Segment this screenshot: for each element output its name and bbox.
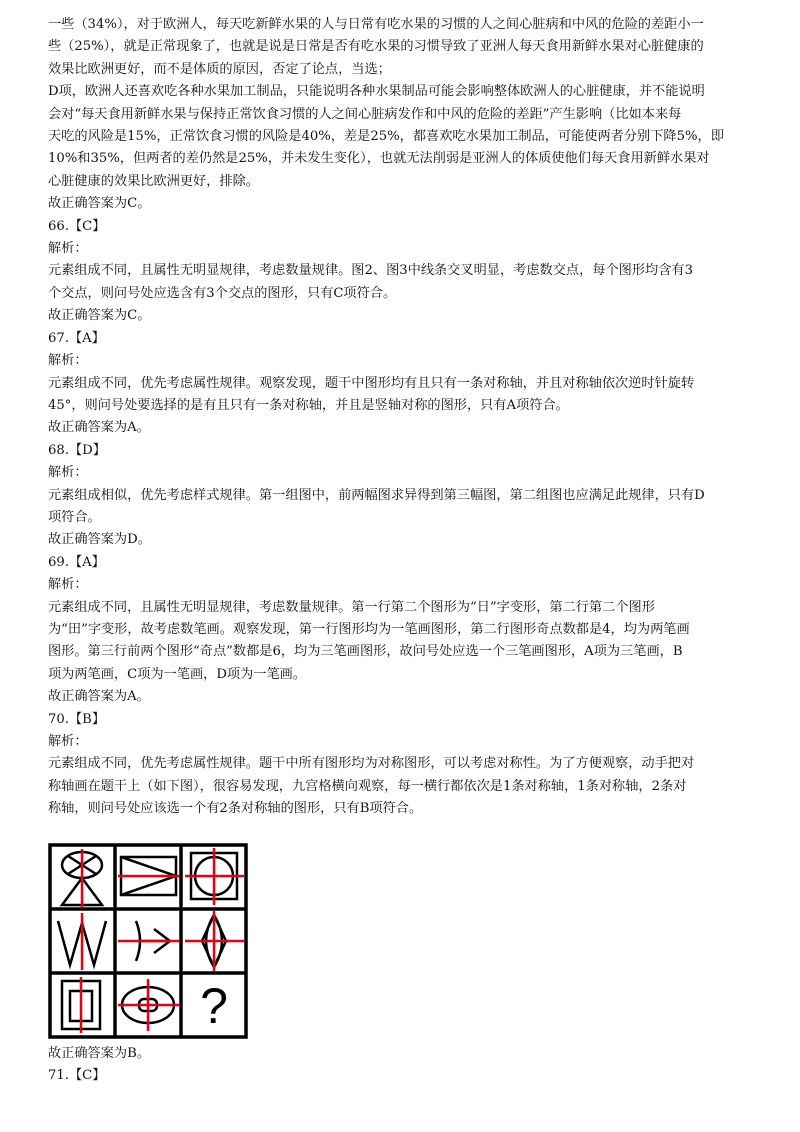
text-line: 解析： [48, 465, 88, 481]
answer-explanations-text [48, 14, 760, 821]
text-line: 45°，则问号处要选择的是有且只有一条对称轴，并且是竖轴对称的图形，只有A项符合。 [48, 397, 569, 413]
text-line: 为“田”字变形，故考虑数笔画。观察发现，第一行图形均为一笔画图形，第二行图形奇点数都是4，均为两笔画 [48, 621, 690, 637]
text-line: 项符合。 [48, 509, 101, 525]
text-line: 解析： [48, 241, 88, 257]
text-line: 称轴，则问号处应该选一个有2条对称轴的图形，只有B项符合。 [48, 801, 423, 817]
answer-explanations-text-continued [48, 1043, 760, 1088]
text-line: 70.【B】 [48, 711, 106, 727]
text-line: 元素组成相似，优先考虑样式规律。第一组图中，前两幅图求异得到第三幅图，第二组图也应满足此规律，只有D [48, 487, 705, 503]
text-line: 心脏健康的效果比欧洲更好，排除。 [48, 173, 259, 189]
text-line: 故正确答案为C。 [48, 196, 151, 212]
text-line: 故正确答案为A。 [48, 689, 150, 705]
text-line: 一些（34%），对于欧洲人，每天吃新鲜水果的人与日常有吃水果的习惯的人之间心脏病和中风的危险的差距小一 [48, 17, 704, 32]
text-line: 68.【D】 [48, 442, 106, 458]
symmetry-axis-figure [48, 843, 760, 1039]
text-line: 10%和35%，但两者的差仍然是25%，并未发生变化），也就无法削弱是亚洲人的体质使他们每天食用新鲜水果对 [48, 151, 710, 167]
text-line: 元素组成不同，且属性无明显规律，考虑数量规律。第一行第二个图形为“日”字变形，第二行第二个图形 [48, 599, 655, 615]
text-line: 称轴画在题干上（如下图），很容易发现，九宫格横向观察，每一横行都依次是1条对称轴，1条对称轴，2条对 [48, 778, 687, 794]
text-line: 个交点，则问号处应选含有3个交点的图形，只有C项符合。 [48, 285, 397, 301]
text-line: 图形。第三行前两个图形“奇点”数都是6，均为三笔画图形，故问号处应选一个三笔画图形，A项为三笔画，B [48, 644, 683, 660]
text-line: 故正确答案为A。 [48, 420, 150, 436]
text-line: 67.【A】 [48, 330, 105, 346]
text-line: 效果比欧洲更好，而不是体质的原因，否定了论点，当选； [48, 61, 391, 77]
text-line: 66.【C】 [48, 218, 106, 234]
text-line: 元素组成不同，优先考虑属性规律。题干中所有图形均为对称图形，可以考虑对称性。为了方便观察，动手把对 [48, 756, 695, 772]
text-line: 解析： [48, 734, 88, 749]
question-mark-cell: ? [200, 977, 228, 1034]
document-page [48, 14, 760, 1087]
text-line: 71.【C】 [48, 1068, 106, 1084]
text-line: 会对“每天食用新鲜水果与保持正常饮食习惯的人之间心脏病发作和中风的危险的差距”产生影响（比如本来每 [48, 106, 682, 122]
text-line: 元素组成不同，且属性无明显规律，考虑数量规律。图2、图3中线条交叉明显，考虑数交点，每个图形均含有3 [48, 263, 693, 279]
text-line: 些（25%），就是正常现象了，也就是说是日常是否有吃水果的习惯导致了亚洲人每天食用新鲜水果对心脏健康的 [48, 39, 704, 55]
text-line: 故正确答案为B。 [48, 1045, 151, 1061]
text-line: 故正确答案为D。 [48, 532, 151, 548]
text-line: 元素组成不同，优先考虑属性规律。观察发现，题干中图形均有且只有一条对称轴，并且对称轴依次逆时针旋转 [48, 375, 695, 391]
text-line: 解析： [48, 353, 88, 369]
text-line: 69.【A】 [48, 554, 105, 570]
text-line: 天吃的风险是15%，正常饮食习惯的风险是40%，差是25%，都喜欢吃水果加工制品，可能使两者分别下降5%，即 [48, 129, 724, 145]
text-line: D项，欧洲人还喜欢吃各种水果加工制品，只能说明各种水果制品可能会影响整体欧洲人的心脏健康，并不能说明 [48, 84, 705, 100]
text-line: 故正确答案为C。 [48, 308, 151, 324]
text-line: 解析： [48, 577, 88, 593]
text-line: 项为两笔画，C项为一笔画，D项为一笔画。 [48, 666, 307, 682]
nine-grid-diagram [48, 843, 248, 1039]
